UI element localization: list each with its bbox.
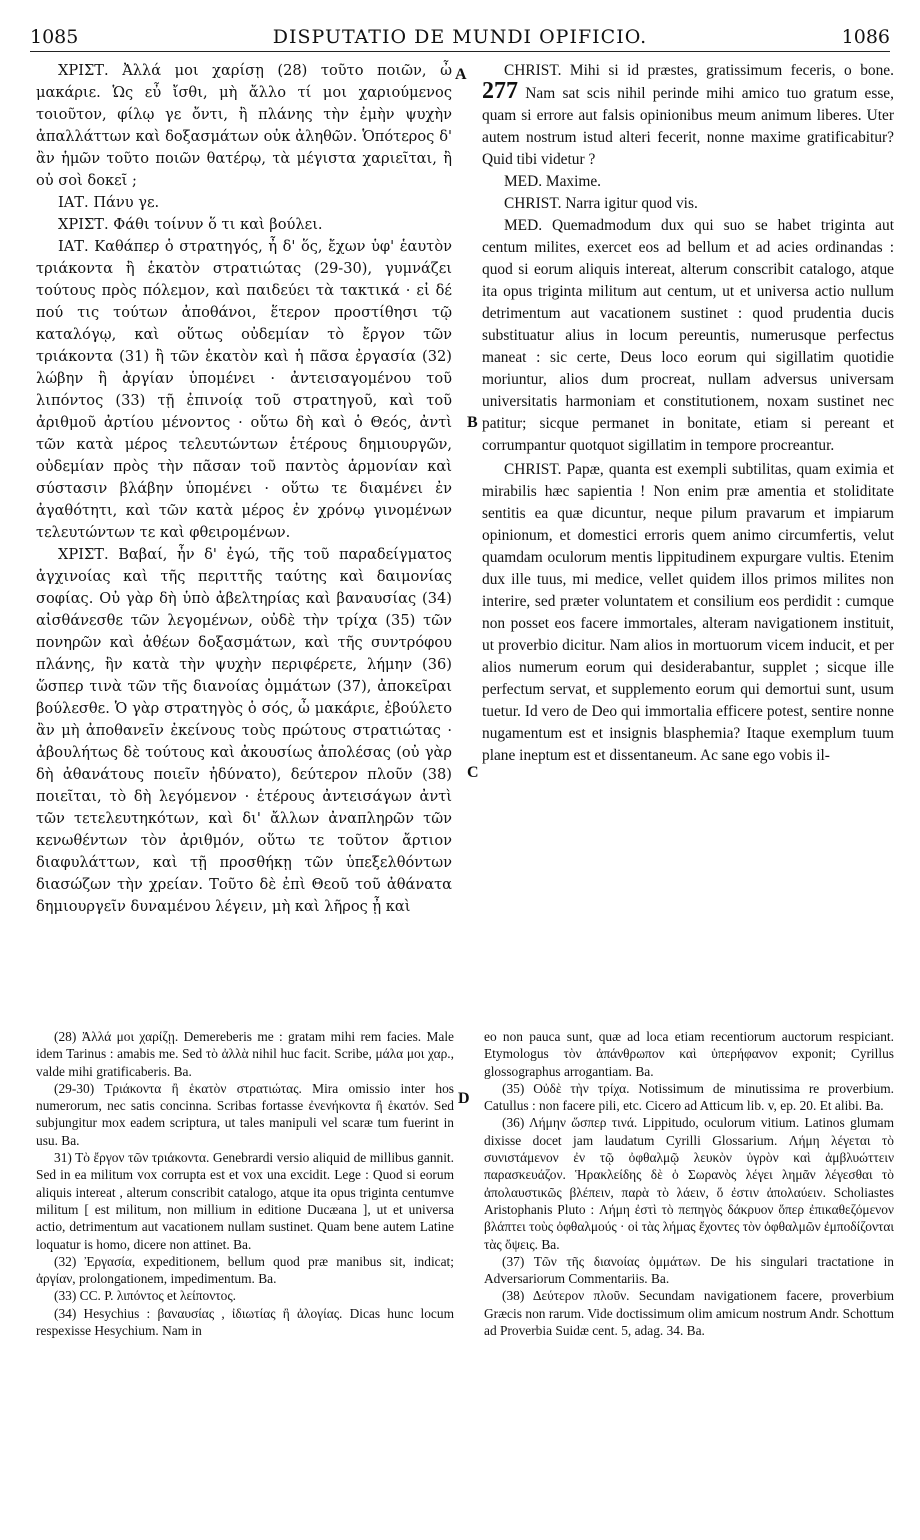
running-header xyxy=(30,26,890,52)
latin-text: Nam sat scis nihil perinde mihi amico tuo gratum esse, quam si errore aut falsis opinionibus meum animum liberes. Uter autem nostrum istud alteri fecerit, nonne maxime gratificabitur? Quid tibi videtur ? xyxy=(482,85,894,168)
latin-paragraph: CHRIST. Narra igitur quod vis. xyxy=(504,195,698,212)
page-number-right: 1086 xyxy=(841,26,890,48)
latin-paragraph xyxy=(482,60,894,171)
margin-letter-b: B xyxy=(467,414,478,431)
greek-paragraph: ΧΡΙΣΤ. Φάθι τοίνυν ὅ τι καὶ βούλει. xyxy=(58,216,323,233)
page-number-left: 1085 xyxy=(30,26,79,48)
running-title: DISPUTATIO DE MUNDI OPIFICIO. xyxy=(272,26,648,48)
footnote-31: 31) Τὸ ἔργον τῶν τριάκοντα. Genebrardi versio aliquid de millibus gannit. Sed in ea militum vox corrupta est et vox una excidit. Lege : Quod si eorum aliquis intereat , alterum conscribit catalogo, atque ita opus triginta centumve militum [ est militum, non millium in editione Ducæana ], ut et universa actio, detrimentum aut vacationem nullam sustinet. Quam bene autem Latine loquatur is homo, dicere non attinet. Ba. xyxy=(36,1150,454,1252)
page-marker-277: 277 xyxy=(482,78,518,104)
latin-paragraph: MED. Maxime. xyxy=(504,173,602,190)
footnote-34: (34) Hesychius : βαναυσίας , ἰδιωτίας ἢ ἀλογίας. Dicas hunc locum respexisse Hesychium. Nam in xyxy=(36,1305,454,1339)
greek-paragraph: ΧΡΙΣΤ. Ἀλλά μοι χαρίσῃ (28) τοῦτο ποιῶν, ὦ μακάριε. Ὡς εὖ ἴσθι, μὴ ἄλλο τί μοι χαριούμενος τοιοῦτον, φίλῳ γε ὄντι, ἢ πλάνης τὴν ἐμὴν ψυχὴν ἀπαλλάττων καὶ δοξασμάτων οὐκ ἀληθῶν. Ὁπότερος δ' ἂν ἡμῶν τοῦτο ποιῶν θατέρῳ, τὰ μέγιστα χαριεῖται, ἢ οὐ σοὶ δοκεῖ ; xyxy=(36,62,452,189)
footnote-28: (28) Ἀλλά μοι χαρίζῃ. Demereberis me : gratam mihi rem facies. Male idem Tarinus : amabis me. Sed τὸ ἀλλὰ nihil huc facit. Scribe, μάλα μοι χαρ., valde mihi gratificaberis. Ba. xyxy=(36,1029,454,1079)
footnote-33: (33) CC. P. λιπόντος et λείποντος. xyxy=(54,1288,237,1304)
footnotes-left xyxy=(36,1028,454,1339)
greek-paragraph: ΙΑΤ. Καθάπερ ὁ στρατηγός, ἦ δ' ὅς, ἔχων ὑφ' ἑαυτὸν τριάκοντα ἢ ἑκατὸν στρατιώτας (29-30), γυμνάζει τούτους πρὸς πόλεμον, καὶ παιδεύει τὰ τακτικά · εἰ δέ πού τις τούτων ἀποθάνοι, ἕτερον προστίθησι τῷ καταλόγῳ, καὶ οὕτως οὐδεμίαν τὸ ἔργον τῶν τριάκοντα (31) ἢ τῶν ἑκατὸν καὶ ἡ πᾶσα ἐργασία (32) λώβην ἢ ἀργίαν ὑπομένει · ἀντεισαγομένου τοῦ λιπόντος (33) τῇ ἐπινοίᾳ τοῦ στρατηγοῦ, καὶ τοῦ ἀριθμοῦ ἀρτίου μένοντος · οὕτω δὴ καὶ ὁ Θεός, ἀντὶ τῶν κατὰ μέρος τελευτώντων ἑτέρους δημιουργῶν, οὐδεμίαν πρὸς τὴν πᾶσαν τοῦ παντὸς ἁρμονίαν καὶ σύστασιν βλάβην ὑπομένει · οὕτω τε διαμένει ἐν ἀγαθότητι, καὶ τῶν κατὰ μέρος ἐν χρόνῳ γινομένων τελευτώντων τε καὶ φθειρομένων. xyxy=(36,238,452,541)
footnote-34-continued: eo non pauca sunt, quæ ad loca etiam recentiorum auctorum respiciant. Etymologus τὸν ἀπάνθρωπον καὶ ὑπερήφανον exponit; Cyrillus glossographus arrogantiam. Ba. xyxy=(484,1029,894,1079)
footnotes-right xyxy=(484,1028,894,1339)
footnote-37: (37) Τῶν τῆς διανοίας ὀμμάτων. De his singulari tractatione in Adversariorum Commentariis. Ba. xyxy=(484,1253,894,1287)
footnote-32: (32) Ἐργασία, expeditionem, bellum quod præ manibus sit, indicat; ἀργίαν, prolongationem, impedimentum. Ba. xyxy=(36,1253,454,1287)
greek-paragraph: ΙΑΤ. Πάνυ γε. xyxy=(58,194,160,211)
greek-column xyxy=(36,60,452,918)
margin-letter-c: C xyxy=(467,764,479,781)
footnote-36: (36) Λήμην ὥσπερ τινά. Lippitudo, oculorum vitium. Latinos glumam dixisse docet jam laudatum Cyrilli Glossarium. Λήμη λέγεται τὸ συνιστάμενον ἐν τῷ ὀφθαλμῷ λευκὸν ὑγρὸν καὶ ἀμβλυώττειν παρασκευάζον. Ἡρακλείδης δὲ ὁ Σωρανὸς λέγει λημᾶν λέγεσθαι τὸ ἀπολαυστικῶς βλέπειν, παρὰ τὸ λάειν, ὅ ἐστιν ἀπολαύειν. Scholiastes Aristophanis Pluto : Λήμη ἐστὶ τὸ πεπηγὸς δάκρυον ὅπερ ἐπικαθεζόμενον βλάπτει τοὺς ὀφθαλμούς · οἱ τὰς λήμας ἔχοντες τὸν ὀφθαλμῶν ἐμποδίζονται τὰς ὄψεις. Ba. xyxy=(484,1115,894,1252)
latin-paragraph: CHRIST. Papæ, quanta est exempli subtilitas, quam eximia et mirabilis hæc sapientia ! Non enim præ amentia et stoliditate sentitis ea quæ dicuntur, neque pilum pravarum et impiarum opinionum, et domestici erroris quem animo circumfertis, velut quamdam oculorum mentis lippitudinem expurgare vultis. Etenim dux ille tuus, mi medice, vellet quidem illos primos milites non interire, sed præter voluntatem et consilium eos perdidit : cumque non posset eos facere immortales, alteram navigationem instituit, ut proverbio dicitur. Nam alios in mortuorum vicem inducit, et per alios numerum eorum qui desiderabantur, supplet ; sicque ille perfectum servat, et supplemento eorum qui demortui sunt, usum tuetur. Id vero de Deo qui immortalia efficere potest, sentire nonne nugamentum est et insignis blasphemia? Itaque exemplum tuum plane ineptum est et dissentaneum. Ac sane ego vobis il- xyxy=(482,461,894,764)
latin-text: CHRIST. Mihi si id præstes, gratissimum feceris, o bone. xyxy=(504,62,894,79)
greek-paragraph: ΧΡΙΣΤ. Βαβαί, ἦν δ' ἐγώ, τῆς τοῦ παραδείγματος ἀγχινοίας καὶ τῆς περιττῆς ταύτης καὶ δαιμονίας σοφίας. Οὐ γὰρ δὴ ὑπὸ ἀβελτηρίας καὶ βαναυσίας (34) αἰσθάνεσθε τῶν λεγομένων, οὐδὲ τὴν τρίχα (35) τῶν πονηρῶν καὶ ἀθέων δοξασμάτων, καὶ τῆς συντρόφου πλάνης, ἣν κατὰ τὴν ψυχὴν περιφέρετε, λήμην (36) ὥσπερ τινὰ τῶν τῆς διανοίας ὀμμάτων (37), ἀποκεῖραι βούλεσθε. Ὁ γὰρ στρατηγὸς ὁ σός, ὦ μακάριε, ἐβούλετο ἂν μὴ ἀποθανεῖν ἐκείνους τοὺς πρώτους στρατιώτας · ἀβουλήτως δὲ τούτους καὶ ἀκουσίως ἀπολέσας (οὐ γὰρ δὴ ἀθανάτους ποιεῖν ἠδύνατο), δεύτερον πλοῦν (38) ποιεῖται, τὸ δὴ λεγόμενον · ἑτέρους ἀντεισάγων ἀντὶ τῶν τετελευτηκότων, καὶ δι' ἄλλων ἀναπληρῶν τῶν κενωθέντων τὸν ἀριθμόν, οὕτω τε τοῦτον ἄρτιον διαφυλάττων, καὶ τῇ προσθήκῃ τῶν ὑπεξελθόντων διασώζων τὴν χρείαν. Τοῦτο δὲ ἐπὶ Θεοῦ τοῦ ἀθάνατα δημιουργεῖν δυναμένου λέγειν, μὴ καὶ λῆρος ᾖ καὶ xyxy=(36,546,452,915)
latin-paragraph: MED. Quemadmodum dux qui suo se habet triginta aut centum milites, exercet eos ad bellum et ad acies ordinandas : quod si eorum aliquis intereat, alterum conscribit catalogo, atque ita opus triginta militum aut centum, ut et universa actio nullum detrimentum aut vacationem sustinet : quod prudentia ducis substituatur alius in locum pereuntis, numerusque perfectus maneat : sic certe, Deus loco eorum qui sigillatim quotidie moriuntur, alios dum procreat, nullam adversus universam universitatis harmoniam et constitutionem, noxam sustinet nec patitur; sicque permanet in bonitate, etiam si pereant et corrumpantur quotquot sigillatim in tempore procreantur. xyxy=(482,217,894,454)
footnote-38: (38) Δεύτερον πλοῦν. Secundam navigationem facere, proverbium Græcis non rarum. Vide doctissimum olim amicum nostrum Andr. Schottum ad Proverbia Suidæ cent. 5, adag. 34. Ba. xyxy=(484,1288,894,1339)
footnote-29-30: (29-30) Τριάκοντα ἢ ἑκατὸν στρατιώτας. Mira omissio inter hos numerorum, nec satis concinna. Scribas fortasse ἐνενήκοντα ἢ ἑκατόν. Sed subjungitur mox eadem scriptura, ut tales manipuli vel scaræ tum fuerint in usu. Ba. xyxy=(36,1080,454,1148)
footnote-35: (35) Οὐδὲ τὴν τρίχα. Notissimum de minutissima re proverbium. Catullus : non facere pili, etc. Cicero ad Atticum lib. v, ep. 20. Et alibi. Ba. xyxy=(484,1080,894,1114)
margin-letter-d: D xyxy=(458,1090,470,1107)
latin-column xyxy=(482,60,894,767)
margin-letter-a: A xyxy=(455,66,467,83)
